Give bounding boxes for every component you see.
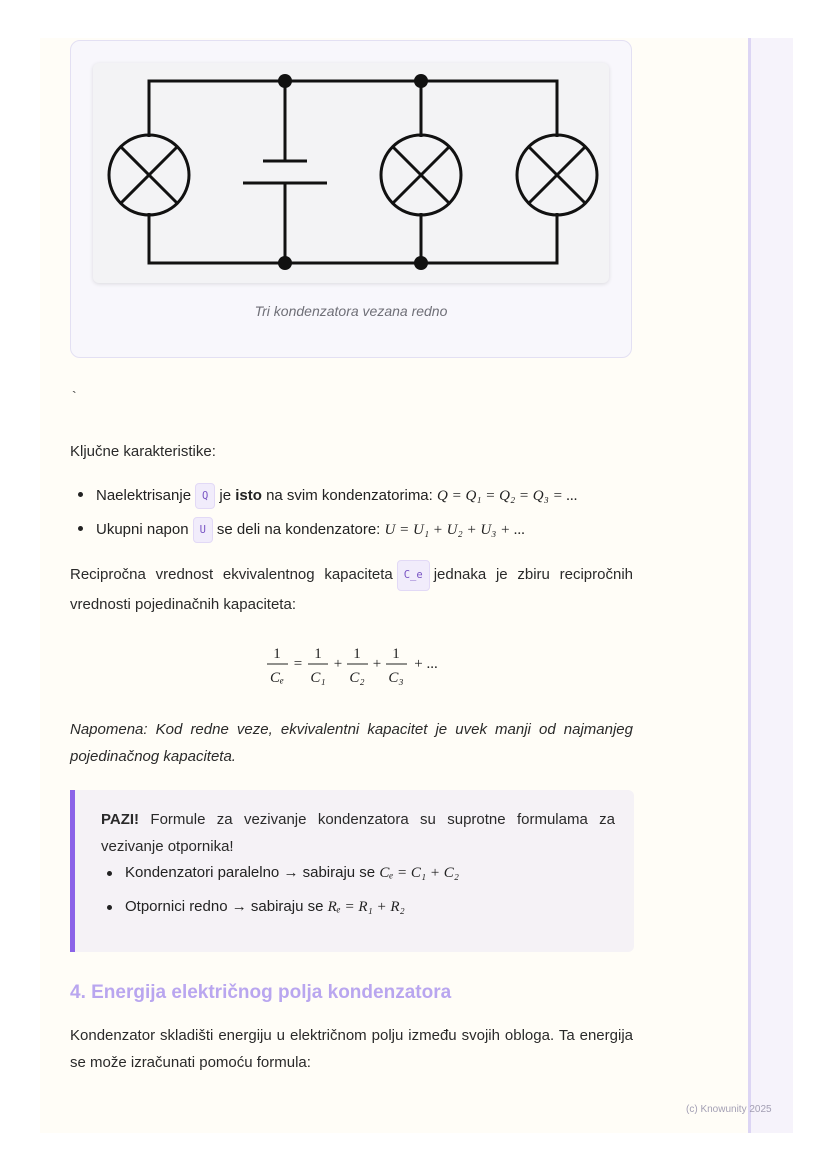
bullet-text: Ukupni napon [96, 521, 189, 538]
junction-node [414, 256, 428, 270]
charge-equation: Q = Q₁ = Q₂ = Q₃ = ... [437, 488, 578, 504]
list-item [101, 896, 601, 930]
callout-list [101, 862, 601, 930]
section-heading: 4. Energija električnog polja kondenzatora [70, 982, 452, 1003]
callout-item-text: Otpornici redno → sabiraju se [125, 898, 324, 915]
warning-callout [70, 790, 634, 952]
callout-body: Formule za vezivanje kondenzatora su suprotne formulama za vezivanje otpornika! [101, 811, 615, 855]
characteristics-list [70, 483, 650, 551]
list-item [101, 862, 601, 896]
code-chip-u: U [193, 517, 213, 543]
bullet-text: na svim kondenzatorima: [266, 487, 433, 504]
fraction-denominator: C₁ [310, 670, 326, 686]
list-item [70, 483, 650, 517]
fraction-denominator: C₂ [349, 670, 365, 686]
paragraph-text: jednaka je zbiru recipročnih vrednosti pojedinačnih kapaciteta: [70, 566, 633, 613]
formula-tail: + ... [414, 656, 438, 672]
callout-text [101, 806, 615, 860]
callout-bold-label: PAZI! [101, 811, 140, 828]
plus-sign: + [333, 656, 343, 672]
junction-node [414, 74, 428, 88]
equals-sign: = [293, 656, 303, 672]
fraction-numerator: 1 [314, 646, 322, 662]
bullet-text: se deli na kondenzatore: [216, 521, 381, 538]
resistor-series-equation: Rₑ = R₁ + R₂ [327, 899, 405, 915]
junction-node [278, 74, 292, 88]
key-characteristics-title: Ključne karakteristike: [70, 443, 216, 460]
bottom-wire [149, 213, 557, 263]
bullet-text: Naelektrisanje [96, 487, 192, 504]
figure-caption: Tri kondenzatora vezana redno [254, 303, 448, 319]
code-chip-q: Q [195, 483, 215, 509]
energy-paragraph: Kondenzator skladišti energiju u električnom polju između svojih obloga. Ta energija se može izračunati pomoću formula: [70, 1027, 633, 1071]
reciprocal-paragraph [70, 560, 633, 618]
fraction-numerator: 1 [273, 646, 281, 662]
series-capacitance-formula [262, 640, 452, 692]
stray-mark: ` [72, 388, 77, 404]
lamp-2 [381, 135, 461, 215]
bullet-text: je [219, 487, 232, 504]
lamp-3 [517, 135, 597, 215]
footer-copyright: (c) Knowunity 2025 [686, 1104, 772, 1115]
fraction-numerator: 1 [392, 646, 400, 662]
note-paragraph: Napomena: Kod redne veze, ekvivalentni kapacitet je uvek manji od najmanjeg pojedinačnog kapaciteta. [70, 721, 633, 765]
plus-sign: + [372, 656, 382, 672]
fraction-numerator: 1 [353, 646, 361, 662]
voltage-equation: U = U₁ + U₂ + U₃ + ... [384, 522, 526, 538]
code-chip-ce: C_e [397, 560, 430, 591]
callout-item-text: Kondenzatori paralelno → sabiraju se [125, 864, 376, 881]
lamp-1 [109, 135, 189, 215]
junction-node [278, 256, 292, 270]
circuit-figure [70, 40, 632, 358]
top-wire [149, 81, 557, 137]
capacitor-parallel-equation: Cₑ = C₁ + C₂ [379, 865, 459, 881]
list-item [70, 517, 650, 551]
fraction-denominator: C₃ [388, 670, 404, 686]
paragraph-text: Recipročna vrednost ekvivalentnog kapaciteta [70, 566, 393, 583]
right-sidebar [748, 38, 793, 1133]
bold-word: isto [235, 487, 262, 504]
fraction-denominator: Cₑ [270, 670, 284, 686]
